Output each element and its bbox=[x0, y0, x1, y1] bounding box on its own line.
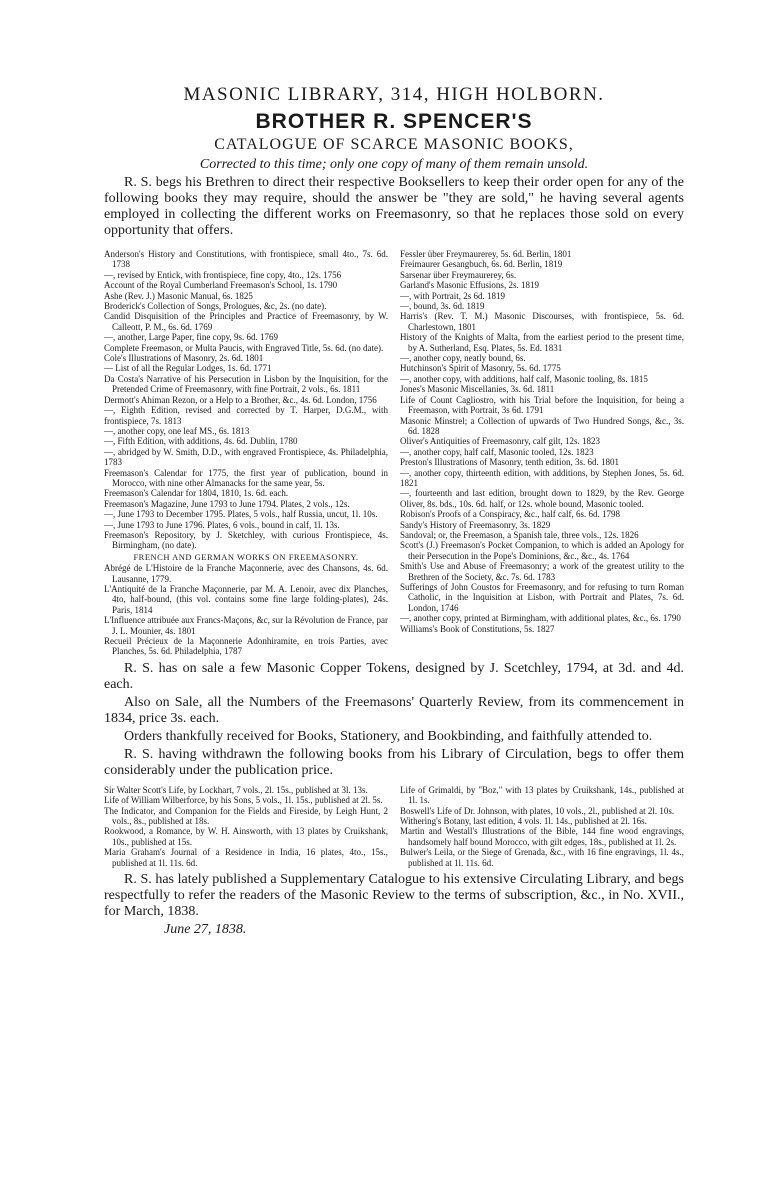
catalogue-entry: Hutchinson's Spirit of Masonry, 5s. 6d. 1775 bbox=[400, 363, 561, 374]
catalogue-entry: Broderick's Collection of Songs, Prologues, &c, 2s. (no date). bbox=[104, 301, 327, 312]
catalogue-entry: Life of William Wilberforce, by his Sons, 5 vols., 1l. 15s., published at 2l. 5s. bbox=[104, 795, 383, 806]
proprietor-heading: BROTHER R. SPENCER'S bbox=[255, 110, 533, 133]
catalogue-entry: —, with Portrait, 2s 6d. 1819 bbox=[400, 290, 505, 301]
catalogue-entry: Freimaurer Gesangbuch, 6s. 6d. Berlin, 1819 bbox=[400, 259, 563, 270]
catalogue-entry: —, another copy, with additions, half calf, Masonic tooling, 8s. 1815 bbox=[400, 373, 648, 384]
catalogue-page bbox=[104, 84, 684, 938]
catalogue-entry: Freemason's Repository, by J. Sketchley, with curious Frontispiece, 4s. Birmingham, (no date). bbox=[104, 529, 388, 551]
catalogue-entry: Life of Count Cagliostro, with his Trial before the Inquisition, for being a Freemason, with Portrait, 3s 6d. 1791 bbox=[400, 394, 684, 416]
catalogue-entry: —, another copy, half calf, Masonic tooled, 12s. 1823 bbox=[400, 446, 594, 457]
catalogue-entry: —, June 1793 to June 1796. Plates, 6 vols., bound in calf, 1l. 13s. bbox=[104, 519, 340, 530]
catalogue-entry: L'Influence attribuée aux Francs-Maçons, &c, sur la Révolution de France, par J. L. Mounier, 4s. 1801 bbox=[104, 615, 388, 636]
catalogue-right-column bbox=[400, 249, 684, 657]
intro-paragraph: R. S. begs his Brethren to direct their respective Booksellers to keep their order open for any of the following books they may require, should the answer be "they are sold," he having several agents employed in collecting the different works on Freemasonry, so that he replaces those sold on every opportunity that offers. bbox=[104, 175, 684, 238]
catalogue-entry: Freemason's Magazine, June 1793 to June 1794. Plates, 2 vols., 12s. bbox=[104, 498, 350, 509]
catalogue-entry: Robison's Proofs of a Conspiracy, &c., half calf, 6s. 6d. 1798 bbox=[400, 509, 621, 520]
catalogue-entry: Harris's (Rev. T. M.) Masonic Discourses, with frontispiece, 5s. 6d. Charlestown, 1801 bbox=[400, 311, 684, 332]
catalogue-entry: Freemason's Calendar for 1775, the first year of publication, bound in Morocco, with nine other Almanacks for the same year, 5s. bbox=[104, 467, 388, 488]
catalogue-entry: Boswell's Life of Dr. Johnson, with plates, 10 vols., 2l., published at 2l. 10s. bbox=[400, 805, 675, 816]
catalogue-entry: —, Fifth Edition, with additions, 4s. 6d. Dublin, 1780 bbox=[104, 436, 298, 447]
catalogue-entry: Sarsenar über Freymaurerey, 6s. bbox=[400, 269, 517, 280]
catalogue-entry: Sufferings of John Coustos for Freemasonry, and for refusing to turn Roman Catholic, in the Inquisition at Lisbon, with Portrait and Plates, 7s. 6d. London, 1746 bbox=[400, 582, 684, 613]
catalogue-entry: Sir Walter Scott's Life, by Lockhart, 7 vols., 2l. 15s., published at 3l. 13s. bbox=[104, 784, 368, 795]
library-address-heading: MASONIC LIBRARY, 314, HIGH HOLBORN. bbox=[183, 84, 605, 105]
catalogue-entry: Williams's Book of Constitutions, 5s. 1827 bbox=[400, 623, 555, 634]
catalogue-entry: Scott's (J.) Freemason's Pocket Companion, to which is added an Apology for their Persecution in the Pope's Dominions, &c., &c., 4s. 1764 bbox=[400, 540, 684, 561]
catalogue-entry: Bulwer's Leila, or the Siege of Grenada, &c., with 16 fine engravings, 1l. 4s., published at 1l. 11s. 6d. bbox=[400, 847, 684, 868]
catalogue-entry: Freemason's Calendar for 1804, 1810, 1s. 6d. each. bbox=[104, 488, 289, 499]
catalogue-entry: Fessler über Freymaurerey, 5s. 6d. Berlin, 1801 bbox=[400, 249, 572, 259]
catalogue-entry: Preston's Illustrations of Masonry, tenth edition, 3s. 6d. 1801 bbox=[400, 457, 620, 468]
section-subheading: FRENCH AND GERMAN WORKS ON FREEMASONRY. bbox=[133, 551, 359, 562]
catalogue-entry: L'Antiquité de la Franche Maçonnerie, par M. A. Lenoir, avec dix Planches, 4to, half-bound, (this vol. contains some fine large folding-plates), 24s. Paris, 1814 bbox=[104, 584, 388, 615]
circulation-columns bbox=[104, 785, 684, 868]
circulation-right-column bbox=[400, 785, 684, 868]
catalogue-entry: Life of Grimaldi, by "Boz," with 13 plates by Cruikshank, 14s., published at 1l. 1s. bbox=[400, 784, 684, 806]
catalogue-entry: Account of the Royal Cumberland Freemason's School, 1s. 1790 bbox=[104, 280, 338, 291]
catalogue-entry: —, bound, 3s. 6d. 1819 bbox=[400, 301, 485, 312]
catalogue-columns bbox=[104, 249, 684, 657]
publication-date: June 27, 1838. bbox=[164, 922, 247, 938]
catalogue-entry: Sandoval; or, the Freemason, a Spanish tale, three vols., 12s. 1826 bbox=[400, 529, 639, 540]
catalogue-subtitle: Corrected to this time; only one copy of many of them remain unsold. bbox=[199, 157, 589, 172]
catalogue-entry: Maria Graham's Journal of a Residence in India, 16 plates, 4to., 15s., published at 1l. 11s. 6d. bbox=[104, 847, 388, 868]
catalogue-entry: —, another copy, one leaf MS., 6s. 1813 bbox=[104, 425, 250, 436]
catalogue-entry: —, June 1793 to December 1795. Plates, 5 vols., half Russia, uncut, 1l. 10s. bbox=[104, 509, 378, 520]
tokens-paragraph: R. S. has on sale a few Masonic Copper Tokens, designed by J. Scetchley, 1794, at 3d. and 4d. each. bbox=[104, 660, 684, 692]
catalogue-entry: —, another copy, printed at Birmingham, with additional plates, &c., 6s. 1790 bbox=[400, 613, 681, 624]
catalogue-entry: Da Costa's Narrative of his Persecution in Lisbon by the Inquisition, for the Pretended Crime of Freemasonry, with fine Portrait, 2 vols., 6s. 1811 bbox=[104, 373, 388, 395]
catalogue-entry: —, abridged by W. Smith, D.D., with engraved Frontispiece, 4s. Philadelphia, 1783 bbox=[104, 446, 388, 468]
catalogue-entry: History of the Knights of Malta, from the earliest period to the present time, by A. Sutherland, Esq. Plates, 5s. Ed. 1831 bbox=[400, 332, 684, 353]
catalogue-entry: —, revised by Entick, with frontispiece, fine copy, 4to., 12s. 1756 bbox=[104, 269, 342, 280]
catalogue-entry: Withering's Botany, last edition, 4 vols. 1l. 14s., published at 2l. 16s. bbox=[400, 816, 647, 827]
catalogue-entry: —, another, Large Paper, fine copy, 9s. 6d. 1769 bbox=[104, 332, 278, 343]
catalogue-entry: Martin and Westall's Illustrations of the Bible, 144 fine wood engravings, handsomely half bound Morocco, with gilt edges, 18s., published at 1l. 2s. bbox=[400, 826, 684, 847]
catalogue-entry: —, another copy, neatly bound, 6s. bbox=[400, 353, 526, 364]
orders-paragraph: Orders thankfully received for Books, Stationery, and Bookbinding, and faithfully attended to. bbox=[124, 728, 653, 744]
withdrawn-paragraph: R. S. having withdrawn the following books from his Library of Circulation, begs to offer them considerably under the publication price. bbox=[104, 746, 684, 778]
catalogue-entry: Dermott's Ahiman Rezon, or a Help to a Brother, &c., 4s. 6d. London, 1756 bbox=[104, 394, 377, 405]
catalogue-entry: Abrégé de L'Histoire de la Franche Maçonnerie, avec des Chansons, 4s. 6d. Lausanne, 1779. bbox=[104, 563, 388, 584]
catalogue-entry: —, fourteenth and last edition, brought down to 1829, by the Rev. George Oliver, 8s. bds., 10s. 6d. half, or 12s. whole bound, Masonic tooled. bbox=[400, 488, 684, 509]
catalogue-entry: Oliver's Antiquities of Freemasonry, calf gilt, 12s. 1823 bbox=[400, 436, 601, 447]
catalogue-entry: Smith's Use and Abuse of Freemasonry; a work of the greatest utility to the Brethren of the Society, &c. 7s. 6d. 1783 bbox=[400, 561, 684, 582]
catalogue-entry: Sandy's History of Freemasonry, 3s. 1829 bbox=[400, 519, 551, 530]
catalogue-left-column bbox=[104, 249, 388, 657]
catalogue-entry: Ashe (Rev. J.) Masonic Manual, 6s. 1825 bbox=[104, 290, 253, 301]
catalogue-entry: — List of all the Regular Lodges, 1s. 6d. 1771 bbox=[104, 363, 272, 374]
catalogue-entry: Complete Freemason, or Multa Paucis, with Engraved Title, 5s. 6d. (no date). bbox=[104, 342, 384, 353]
catalogue-entry: —, another copy, thirteenth edition, with additions, by Stephen Jones, 5s. 6d. 1821 bbox=[400, 467, 684, 488]
catalogue-entry: —, Eighth Edition, revised and corrected by T. Harper, D.G.M., with frontispiece, 7s. 1813 bbox=[104, 405, 388, 426]
circulation-left-column bbox=[104, 785, 388, 868]
catalogue-entry: Jones's Masonic Miscellanies, 3s. 6d. 1811 bbox=[400, 384, 555, 395]
catalogue-entry: Recueil Précieux de la Maçonnerie Adonhiramite, en trois Parties, avec Planches, 5s. 6d. Philadelphia, 1787 bbox=[104, 636, 388, 657]
review-paragraph: Also on Sale, all the Numbers of the Freemasons' Quarterly Review, from its commencement in 1834, price 3s. each. bbox=[104, 694, 684, 726]
catalogue-entry: The Indicator, and Companion for the Fields and Fireside, by Leigh Hunt, 2 vols., 8s., published at 18s. bbox=[104, 805, 388, 827]
catalogue-title: CATALOGUE OF SCARCE MASONIC BOOKS, bbox=[214, 136, 574, 153]
catalogue-entry: Masonic Minstrel; a Collection of upwards of Two Hundred Songs, &c., 3s. 6d. 1828 bbox=[400, 415, 684, 436]
catalogue-entry: Candid Disquisition of the Principles and Practice of Freemasonry, by W. Calleott, P. M., 6s. 6d. 1769 bbox=[104, 311, 388, 332]
catalogue-entry: Garland's Masonic Effusions, 2s. 1819 bbox=[400, 280, 539, 291]
catalogue-entry: Anderson's History and Constitutions, with frontispiece, small 4to., 7s. 6d. 1738 bbox=[104, 249, 388, 270]
catalogue-entry: Cole's Illustrations of Masonry, 2s. 6d. 1801 bbox=[104, 353, 264, 364]
catalogue-entry: Rookwood, a Romance, by W. H. Ainsworth, with 13 plates by Cruikshank, 10s., published at 15s. bbox=[104, 826, 388, 847]
closing-paragraph: R. S. has lately published a Supplementary Catalogue to his extensive Circulating Library, and begs respectfully to refer the readers of the Masonic Review to the terms of subscription, &c., in No. XVII., for March, 1838. bbox=[104, 872, 684, 920]
